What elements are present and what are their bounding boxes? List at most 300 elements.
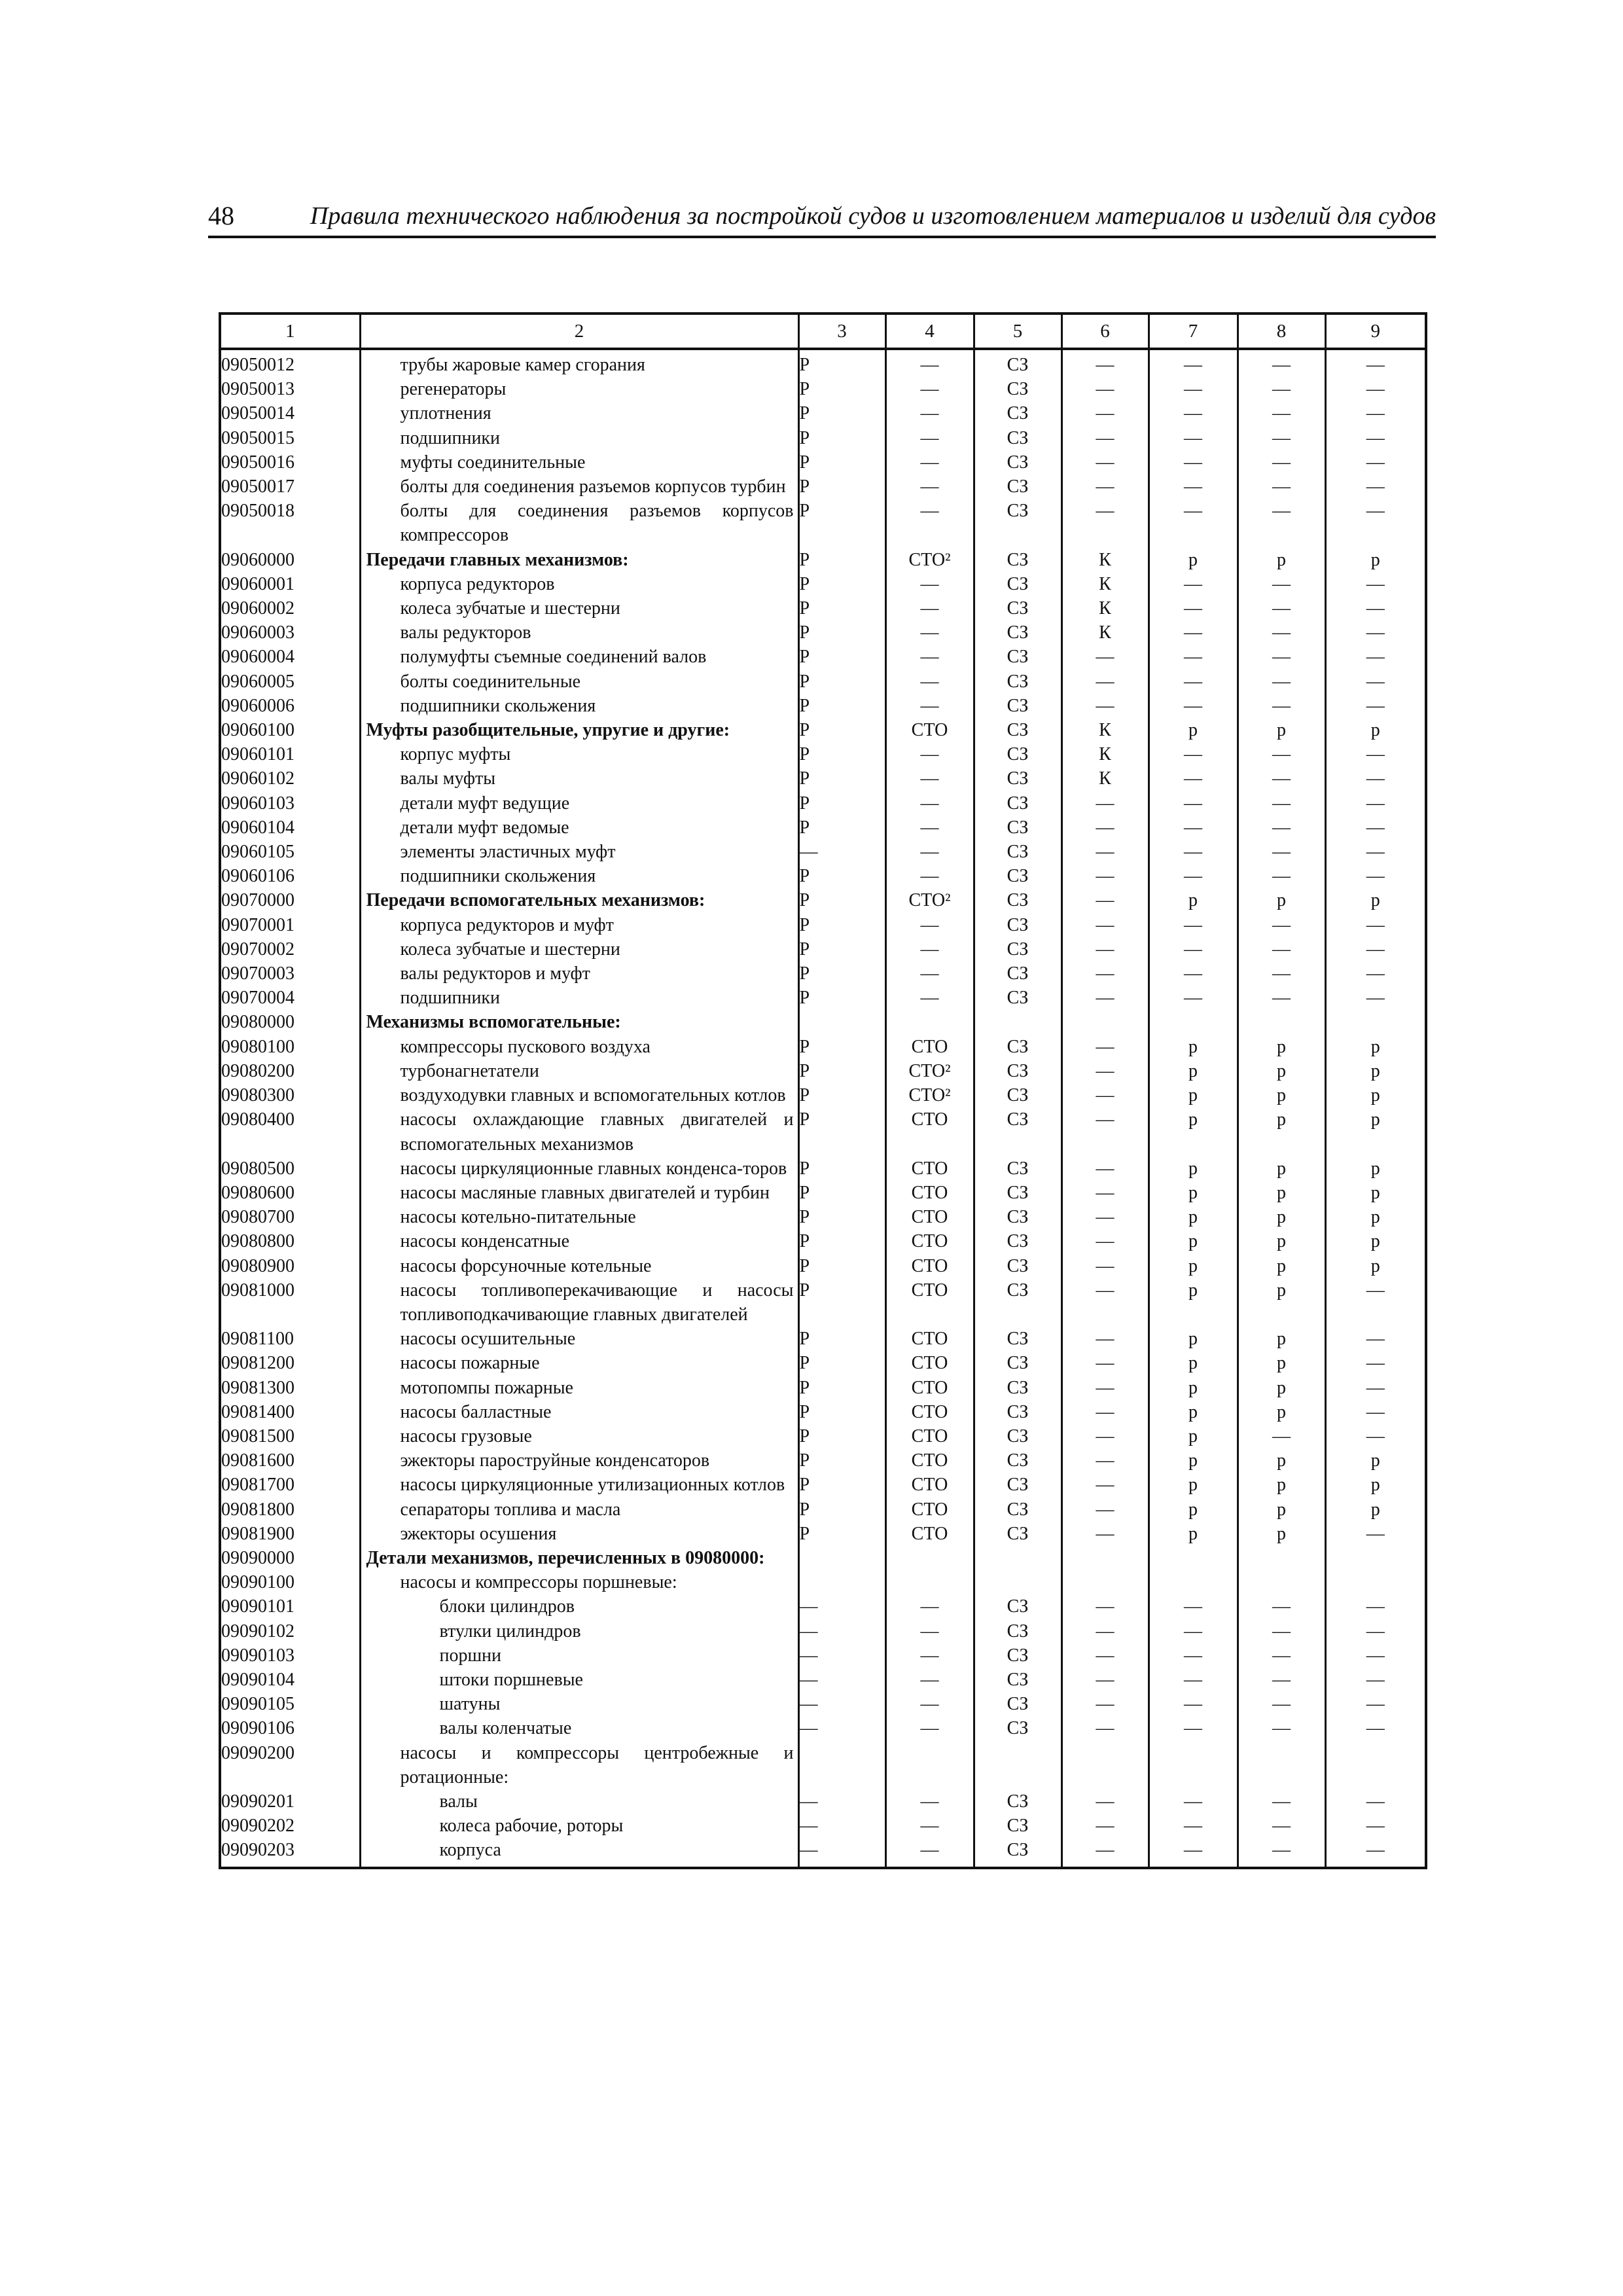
row-value-c6: — (1061, 1278, 1149, 1327)
row-code: 09060000 (220, 548, 360, 572)
table-row (220, 1205, 1426, 1229)
page-number: 48 (208, 201, 234, 230)
row-value-c6: — (1061, 1107, 1149, 1156)
table-row (220, 1692, 1426, 1716)
row-code: 09080200 (220, 1059, 360, 1083)
row-value-c4: СТО (885, 1181, 974, 1205)
row-value-c7: р (1149, 1424, 1238, 1448)
row-value-c6: — (1061, 864, 1149, 888)
row-name: элементы эластичных муфт (400, 842, 616, 863)
table-row (220, 1327, 1426, 1351)
table-row (220, 1035, 1426, 1059)
row-code: 09050016 (220, 450, 360, 475)
row-code: 09081700 (220, 1473, 360, 1497)
row-name-cell (360, 377, 798, 401)
row-value-c6: — (1061, 937, 1149, 961)
row-value-c3: Р (798, 1059, 885, 1083)
row-value-c4: — (885, 961, 974, 986)
row-value-c8: — (1238, 475, 1325, 499)
row-name-cell (360, 888, 798, 912)
row-name-cell (360, 1789, 798, 1814)
row-value-c5: СЗ (974, 1789, 1061, 1814)
row-value-c3: Р (798, 694, 885, 718)
row-value-c6: — (1061, 1181, 1149, 1205)
row-value-c8 (1238, 1741, 1325, 1789)
row-name-cell (360, 1570, 798, 1594)
row-value-c6: К (1061, 718, 1149, 742)
row-name-cell (360, 1107, 798, 1156)
row-code: 09080300 (220, 1083, 360, 1107)
row-value-c9: — (1325, 620, 1426, 645)
row-value-c5: СЗ (974, 620, 1061, 645)
row-code: 09081900 (220, 1522, 360, 1546)
row-value-c6: — (1061, 401, 1149, 425)
table-row (220, 1400, 1426, 1424)
row-value-c4: СТО² (885, 1083, 974, 1107)
row-value-c4: — (885, 596, 974, 620)
row-code: 09090100 (220, 1570, 360, 1594)
row-value-c8: — (1238, 766, 1325, 791)
row-value-c5: СЗ (974, 426, 1061, 450)
row-value-c8: — (1238, 986, 1325, 1010)
row-value-c3: Р (798, 1498, 885, 1522)
row-value-c9: — (1325, 1668, 1426, 1692)
row-name-cell (360, 1546, 798, 1570)
row-code: 09060104 (220, 816, 360, 840)
row-name-cell (360, 937, 798, 961)
row-code: 09090201 (220, 1789, 360, 1814)
table-row (220, 816, 1426, 840)
row-value-c6: К (1061, 596, 1149, 620)
row-value-c9 (1325, 1546, 1426, 1570)
row-name-cell (360, 620, 798, 645)
row-value-c7: р (1149, 1107, 1238, 1156)
row-value-c7: — (1149, 742, 1238, 766)
row-value-c5: СЗ (974, 1278, 1061, 1327)
table-row (220, 1107, 1426, 1156)
row-name: мотопомпы пожарные (400, 1377, 573, 1398)
row-value-c3: Р (798, 596, 885, 620)
row-value-c9: р (1325, 1035, 1426, 1059)
row-value-c4: — (885, 766, 974, 791)
row-code: 09060101 (220, 742, 360, 766)
row-code: 09090105 (220, 1692, 360, 1716)
row-value-c6: — (1061, 1376, 1149, 1400)
row-value-c8: р (1238, 1181, 1325, 1205)
row-value-c9: — (1325, 596, 1426, 620)
table-row (220, 766, 1426, 791)
row-value-c4: — (885, 1814, 974, 1838)
row-value-c4: — (885, 864, 974, 888)
row-value-c5: СЗ (974, 377, 1061, 401)
row-code: 09081500 (220, 1424, 360, 1448)
row-value-c7: — (1149, 670, 1238, 694)
row-value-c9: — (1325, 1594, 1426, 1619)
row-value-c3: Р (798, 377, 885, 401)
row-value-c7: р (1149, 888, 1238, 912)
row-name-cell (360, 913, 798, 937)
row-value-c8: — (1238, 1789, 1325, 1814)
row-code: 09080900 (220, 1254, 360, 1278)
row-name-cell (360, 961, 798, 986)
row-value-c3: Р (798, 1400, 885, 1424)
table-row (220, 718, 1426, 742)
table-row (220, 986, 1426, 1010)
row-value-c7: р (1149, 718, 1238, 742)
row-value-c6 (1061, 1570, 1149, 1594)
row-value-c7 (1149, 1010, 1238, 1034)
row-value-c9: — (1325, 1619, 1426, 1643)
row-value-c9: — (1325, 1789, 1426, 1814)
row-value-c4: — (885, 694, 974, 718)
table-row (220, 1741, 1426, 1789)
row-value-c7: — (1149, 816, 1238, 840)
row-value-c3: — (798, 1619, 885, 1643)
table-row (220, 596, 1426, 620)
row-value-c8: — (1238, 1814, 1325, 1838)
row-value-c3: Р (798, 1205, 885, 1229)
row-value-c5: СЗ (974, 475, 1061, 499)
row-name: компрессоры пускового воздуха (400, 1036, 651, 1057)
row-value-c8: — (1238, 1594, 1325, 1619)
row-name-cell (360, 1619, 798, 1643)
row-name-cell (360, 1059, 798, 1083)
row-value-c6: — (1061, 499, 1149, 547)
row-value-c4: — (885, 450, 974, 475)
row-value-c6: К (1061, 620, 1149, 645)
row-value-c8: р (1238, 1059, 1325, 1083)
row-value-c9 (1325, 1010, 1426, 1034)
row-value-c4: СТО (885, 1400, 974, 1424)
row-value-c5: СЗ (974, 1424, 1061, 1448)
row-value-c9 (1325, 1570, 1426, 1594)
row-name: подшипники (400, 427, 501, 448)
row-value-c9: р (1325, 718, 1426, 742)
row-value-c6: К (1061, 766, 1149, 791)
row-value-c7: — (1149, 937, 1238, 961)
row-value-c3: Р (798, 986, 885, 1010)
table-row (220, 1448, 1426, 1473)
row-value-c5: СЗ (974, 766, 1061, 791)
table-row (220, 1643, 1426, 1668)
requirements-table (219, 312, 1427, 1869)
row-name: насосы конденсатные (400, 1231, 570, 1252)
row-value-c7: — (1149, 1594, 1238, 1619)
row-value-c5: СЗ (974, 1838, 1061, 1867)
row-value-c4: СТО (885, 718, 974, 742)
row-value-c4: — (885, 349, 974, 377)
row-value-c5: СЗ (974, 1376, 1061, 1400)
row-value-c9: — (1325, 1351, 1426, 1375)
row-value-c4: СТО (885, 1157, 974, 1181)
row-value-c3: Р (798, 1424, 885, 1448)
row-name: регенераторы (400, 379, 507, 400)
row-value-c7: р (1149, 1181, 1238, 1205)
row-code: 09050012 (220, 349, 360, 377)
row-value-c8: р (1238, 1083, 1325, 1107)
row-value-c8: р (1238, 1254, 1325, 1278)
row-value-c7: — (1149, 377, 1238, 401)
column-header: 7 (1149, 314, 1238, 349)
row-value-c8: р (1238, 1400, 1325, 1424)
row-value-c9: — (1325, 401, 1426, 425)
row-name: детали муфт ведущие (400, 793, 570, 814)
row-value-c5: СЗ (974, 1498, 1061, 1522)
running-title: Правила технического наблюдения за постройкой судов и изготовлением материалов и изделий для судов (310, 202, 1436, 230)
table-row (220, 1083, 1426, 1107)
row-code: 09081400 (220, 1400, 360, 1424)
row-name: валы редукторов и муфт (400, 963, 590, 984)
row-name: насосы и компрессоры поршневые: (400, 1572, 677, 1593)
row-value-c9: р (1325, 1181, 1426, 1205)
table-row (220, 888, 1426, 912)
table-row (220, 791, 1426, 816)
row-value-c4: — (885, 840, 974, 864)
row-value-c5: СЗ (974, 1448, 1061, 1473)
row-value-c9: р (1325, 1157, 1426, 1181)
row-value-c8: — (1238, 645, 1325, 669)
row-value-c8: — (1238, 670, 1325, 694)
row-value-c5: СЗ (974, 401, 1061, 425)
row-value-c4: СТО (885, 1278, 974, 1327)
row-value-c5: СЗ (974, 349, 1061, 377)
row-value-c9 (1325, 1741, 1426, 1789)
row-value-c9: — (1325, 349, 1426, 377)
row-value-c4: — (885, 475, 974, 499)
table-row (220, 572, 1426, 596)
row-value-c5: СЗ (974, 1692, 1061, 1716)
row-value-c5: СЗ (974, 718, 1061, 742)
row-code: 09060006 (220, 694, 360, 718)
row-value-c7: — (1149, 961, 1238, 986)
row-value-c9: р (1325, 1059, 1426, 1083)
table-row (220, 1498, 1426, 1522)
table-row (220, 1059, 1426, 1083)
table-row (220, 450, 1426, 475)
row-value-c4: — (885, 791, 974, 816)
row-value-c4: СТО (885, 1424, 974, 1448)
row-value-c8: р (1238, 1448, 1325, 1473)
row-value-c5: СЗ (974, 791, 1061, 816)
row-value-c4: — (885, 1716, 974, 1740)
row-value-c4: — (885, 645, 974, 669)
row-value-c8: — (1238, 1716, 1325, 1740)
table-row (220, 1278, 1426, 1327)
row-value-c4: СТО (885, 1035, 974, 1059)
table-row (220, 1668, 1426, 1692)
row-name-cell (360, 1643, 798, 1668)
row-value-c3: Р (798, 548, 885, 572)
row-code: 09050015 (220, 426, 360, 450)
row-name: эжекторы осушения (400, 1523, 557, 1544)
row-name: корпуса редукторов и муфт (400, 914, 614, 935)
row-code: 09090202 (220, 1814, 360, 1838)
row-value-c6: — (1061, 791, 1149, 816)
row-name-cell (360, 1278, 798, 1327)
row-value-c9: р (1325, 1107, 1426, 1156)
row-value-c6: — (1061, 1814, 1149, 1838)
row-name: насосы осушительные (400, 1329, 576, 1350)
table-row (220, 1229, 1426, 1253)
row-value-c9: — (1325, 1716, 1426, 1740)
row-value-c7: — (1149, 1814, 1238, 1838)
row-code: 09090000 (220, 1546, 360, 1570)
row-value-c3: Р (798, 1083, 885, 1107)
row-name-cell (360, 718, 798, 742)
row-value-c8: — (1238, 1668, 1325, 1692)
row-value-c3: Р (798, 572, 885, 596)
row-value-c4: — (885, 742, 974, 766)
row-value-c9: — (1325, 645, 1426, 669)
row-value-c8: — (1238, 1619, 1325, 1643)
row-value-c3: Р (798, 888, 885, 912)
row-name-cell (360, 1741, 798, 1789)
row-name: насосы циркуляционные утилизационных котлов (400, 1475, 785, 1496)
row-value-c8: р (1238, 1229, 1325, 1253)
row-value-c7: р (1149, 1327, 1238, 1351)
row-value-c5: СЗ (974, 1400, 1061, 1424)
row-value-c4 (885, 1570, 974, 1594)
row-value-c7: — (1149, 620, 1238, 645)
row-value-c9: — (1325, 475, 1426, 499)
row-name: болты для соединения разъемов корпусов компрессоров (400, 501, 794, 546)
row-value-c9: — (1325, 1400, 1426, 1424)
row-value-c6: — (1061, 645, 1149, 669)
row-name: поршни (439, 1645, 502, 1666)
row-value-c5: СЗ (974, 913, 1061, 937)
row-name-cell (360, 1205, 798, 1229)
row-value-c7: — (1149, 694, 1238, 718)
row-name: Детали механизмов, перечисленных в 09080000: (366, 1547, 765, 1568)
row-value-c6: — (1061, 961, 1149, 986)
row-value-c4: СТО² (885, 1059, 974, 1083)
row-value-c7: р (1149, 1351, 1238, 1375)
row-value-c4: — (885, 986, 974, 1010)
row-value-c5: СЗ (974, 888, 1061, 912)
row-value-c8: р (1238, 1473, 1325, 1497)
row-value-c4: СТО (885, 1522, 974, 1546)
row-value-c8: — (1238, 572, 1325, 596)
row-code: 09090102 (220, 1619, 360, 1643)
row-value-c6: — (1061, 1643, 1149, 1668)
row-code: 09080100 (220, 1035, 360, 1059)
row-value-c9: — (1325, 986, 1426, 1010)
row-value-c5: СЗ (974, 1181, 1061, 1205)
row-value-c6: — (1061, 1205, 1149, 1229)
row-code: 09090200 (220, 1741, 360, 1789)
row-value-c3: Р (798, 426, 885, 450)
row-value-c5: СЗ (974, 961, 1061, 986)
row-value-c7: р (1149, 1400, 1238, 1424)
row-value-c8: — (1238, 694, 1325, 718)
row-value-c3: — (798, 1716, 885, 1740)
row-name-cell (360, 1668, 798, 1692)
row-code: 09080000 (220, 1010, 360, 1034)
row-value-c5 (974, 1546, 1061, 1570)
row-name: шатуны (439, 1694, 501, 1715)
row-value-c4: СТО (885, 1473, 974, 1497)
row-value-c9: — (1325, 426, 1426, 450)
row-name-cell (360, 816, 798, 840)
row-value-c5: СЗ (974, 1473, 1061, 1497)
row-value-c4: — (885, 1619, 974, 1643)
row-value-c3: Р (798, 864, 885, 888)
row-name: валы муфты (400, 768, 496, 789)
row-value-c6: — (1061, 1498, 1149, 1522)
row-name: насосы масляные главных двигателей и турбин (400, 1182, 770, 1203)
row-value-c6 (1061, 1741, 1149, 1789)
row-name-cell (360, 1083, 798, 1107)
row-value-c6: — (1061, 1668, 1149, 1692)
row-value-c8: — (1238, 1838, 1325, 1867)
row-value-c5: СЗ (974, 1594, 1061, 1619)
row-name: Передачи вспомогательных механизмов: (366, 890, 705, 911)
row-code: 09080500 (220, 1157, 360, 1181)
row-code: 09081600 (220, 1448, 360, 1473)
row-value-c3: — (798, 1838, 885, 1867)
row-value-c3: Р (798, 1035, 885, 1059)
table-row (220, 1473, 1426, 1497)
row-name-cell (360, 1376, 798, 1400)
row-value-c3: Р (798, 937, 885, 961)
row-name-cell (360, 499, 798, 547)
row-value-c3: Р (798, 1522, 885, 1546)
column-header: 4 (885, 314, 974, 349)
row-value-c6: — (1061, 1448, 1149, 1473)
row-name-cell (360, 1010, 798, 1034)
row-value-c4: — (885, 499, 974, 547)
row-value-c6: — (1061, 349, 1149, 377)
row-value-c3: Р (798, 1376, 885, 1400)
row-value-c8: р (1238, 1498, 1325, 1522)
row-value-c9: р (1325, 548, 1426, 572)
row-code: 09090104 (220, 1668, 360, 1692)
row-name: турбонагнетатели (400, 1060, 539, 1081)
row-value-c7: — (1149, 1716, 1238, 1740)
row-name: корпуса (439, 1840, 501, 1861)
row-value-c5: СЗ (974, 1035, 1061, 1059)
row-value-c9: р (1325, 1473, 1426, 1497)
row-value-c3: Р (798, 670, 885, 694)
row-value-c6: К (1061, 548, 1149, 572)
row-value-c9: — (1325, 742, 1426, 766)
table-row (220, 1254, 1426, 1278)
row-value-c6: — (1061, 1327, 1149, 1351)
row-value-c8: р (1238, 548, 1325, 572)
row-value-c8 (1238, 1010, 1325, 1034)
row-value-c6: — (1061, 694, 1149, 718)
row-value-c6: — (1061, 426, 1149, 450)
row-name-cell (360, 1035, 798, 1059)
row-value-c6: — (1061, 840, 1149, 864)
row-value-c3: Р (798, 1181, 885, 1205)
row-value-c6: — (1061, 816, 1149, 840)
row-value-c6: — (1061, 1594, 1149, 1619)
table-row (220, 670, 1426, 694)
table-row (220, 1522, 1426, 1546)
row-value-c9: — (1325, 1327, 1426, 1351)
row-name: воздуходувки главных и вспомогательных котлов (400, 1085, 786, 1106)
row-value-c6: — (1061, 1083, 1149, 1107)
row-value-c6: К (1061, 742, 1149, 766)
row-value-c3: Р (798, 401, 885, 425)
table-row (220, 913, 1426, 937)
row-code: 09080700 (220, 1205, 360, 1229)
row-value-c7: р (1149, 548, 1238, 572)
row-value-c9: — (1325, 1814, 1426, 1838)
row-value-c6: — (1061, 986, 1149, 1010)
row-name-cell (360, 1181, 798, 1205)
